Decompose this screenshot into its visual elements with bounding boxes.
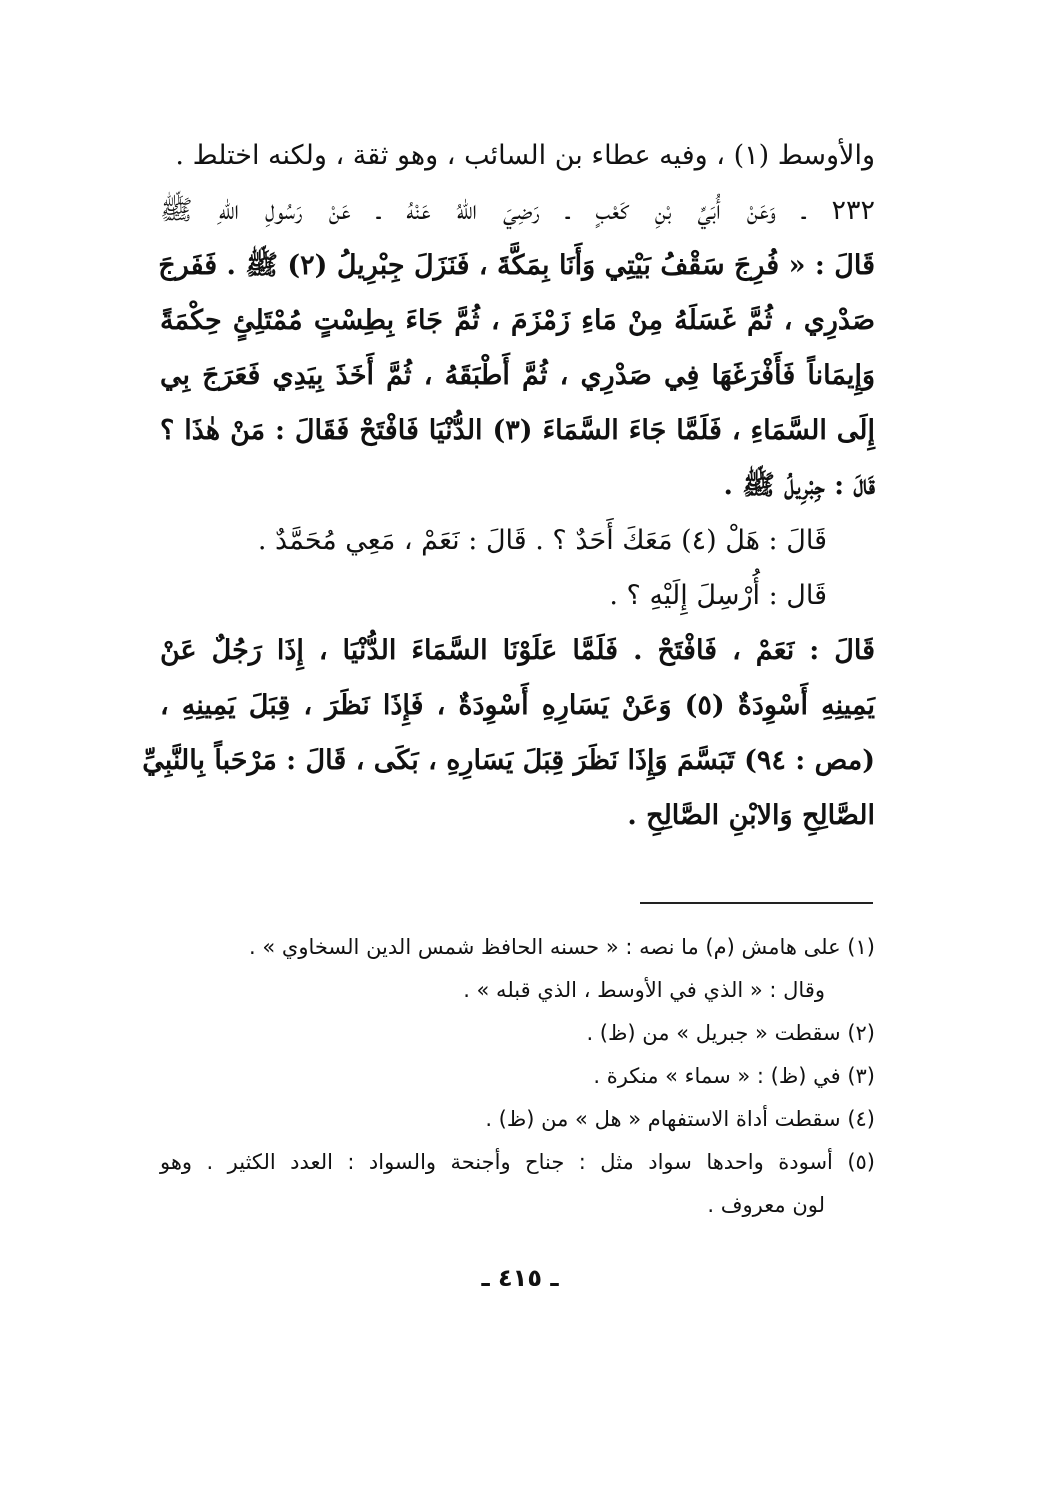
text-line: قَالَ : « فُرِجَ سَقْفُ بَيْتِي وَأَنَا بِمَكَّةَ ، فَنَزَلَ جِبْرِيلُ (٢) ﷺ . فَفَرجَ bbox=[158, 250, 875, 281]
text-line: قَالَ : نَعَمْ ، فَافْتَحْ . فَلَمَّا عَلَوْنَا السَّمَاءَ الدُّنْيَا ، إِذَا رَجُلٌ عَنْ bbox=[160, 635, 875, 666]
hadith-opening-line: ٢٣٢ ـ وَعَنْ أُبَيِّ بْنِ كَعْبٍ ـ رَضِيَ اللهُ عَنْهُ ـ عَنْ رَسُولِ اللهِ ﷺ bbox=[160, 195, 875, 226]
text-line: يَمِينِهِ أَسْوِدَةٌ (٥) وَعَنْ يَسَارِهِ أَسْوِدَةٌ ، فَإِذَا نَظَرَ ، قِبَلَ يَمِينِهِ ، bbox=[160, 690, 875, 721]
text-line: قَالَ : هَلْ (٤) مَعَكَ أَحَدٌ ؟ . قَالَ : نَعَمْ ، مَعِي مُحَمَّدٌ . bbox=[257, 525, 827, 556]
footnote-2: (٢) سقطت « جبريل » من (ظ) . bbox=[586, 1021, 875, 1045]
text-line: صَدْرِي ، ثُمَّ غَسَلَهُ مِنْ مَاءِ زَمْزَمَ ، ثُمَّ جَاءَ بِطِسْتٍ مُمْتَلِئٍ حِكْمَةً bbox=[160, 305, 875, 336]
text-line: وَإِيمَاناً فَأَفْرَغَهَا فِي صَدْرِي ، ثُمَّ أَطْبَقَهُ ، ثُمَّ أَخَذَ بِيَدِي فَعَرَجَ بِي bbox=[160, 360, 875, 391]
text-line: قَال : أُرْسِلَ إِلَيْهِ ؟ . bbox=[609, 580, 827, 611]
footnote-1-continuation: وقال : « الذي في الأوسط ، الذي قبله » . bbox=[463, 978, 825, 1002]
page-number: ـ ٤١٥ ـ bbox=[481, 1264, 559, 1292]
text-line: الصَّالِحِ وَالابْنِ الصَّالِحِ . bbox=[627, 800, 875, 831]
main-text bbox=[142, 128, 875, 843]
footnote-4: (٤) سقطت أداة الاستفهام « هل » من (ظ) . bbox=[485, 1107, 875, 1131]
footnote-3: (٣) في (ظ) : « سماء » منكرة . bbox=[593, 1064, 875, 1088]
footnote-5: (٥) أسودة واحدها سواد مثل : جناح وأجنحة والسواد : العدد الكثير . وهو bbox=[160, 1150, 875, 1174]
footnote-5-continuation: لون معروف . bbox=[707, 1193, 825, 1217]
text-line: والأوسط (١) ، وفيه عطاء بن السائب ، وهو ثقة ، ولكنه اختلط . bbox=[175, 140, 875, 171]
footnote-1: (١) على هامش (م) ما نصه : « حسنه الحافظ شمس الدين السخاوي » . bbox=[249, 935, 875, 959]
text-line: (مص : ٩٤) تَبَسَّمَ وَإِذَا نَظَرَ قِبَلَ يَسَارِهِ ، بَكَى ، قَالَ : مَرْحَباً بِالنَّبِيِّ bbox=[142, 745, 875, 776]
text-line: قَالَ : جِبْرِيلُ ﷺ . bbox=[723, 470, 875, 501]
footnote-separator bbox=[640, 902, 873, 904]
text-line: إِلَى السَّمَاءِ ، فَلَمَّا جَاءَ السَّمَاءَ (٣) الدُّنْيَا فَافْتَحْ فَقَالَ : مَنْ هٰذَا ؟ bbox=[160, 415, 875, 446]
footnotes bbox=[160, 926, 875, 1227]
